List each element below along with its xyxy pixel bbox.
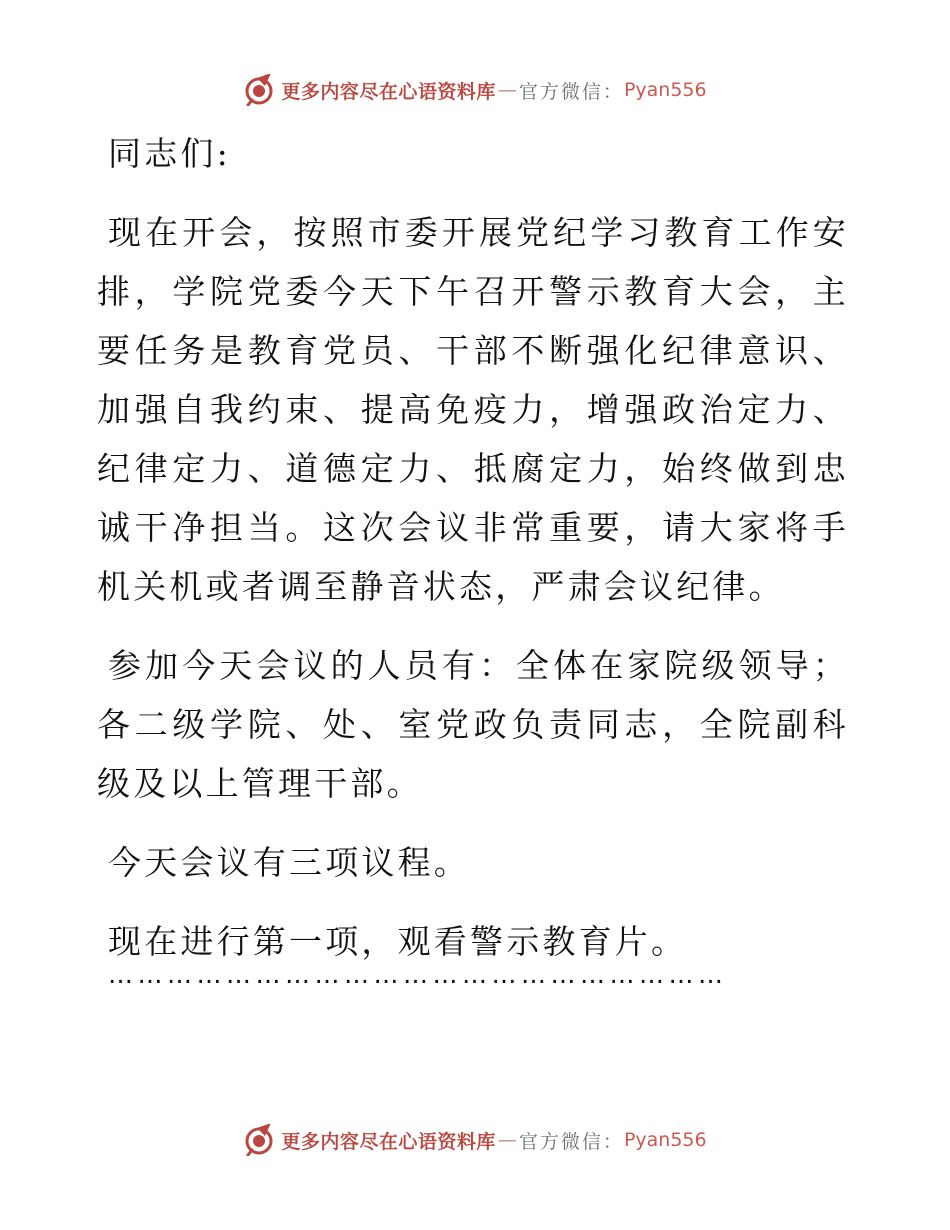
banner-wechat-id: Pyan556	[623, 1129, 707, 1151]
paragraph-agenda: 今天会议有三项议程。	[108, 843, 470, 882]
ellipsis-line: ………………………………………………………	[108, 960, 728, 989]
paragraph-opening: 现在开会，按照市委开展党纪学习教育工作安排，学院党委今天下午召开警示教育大会，主要任务是教育党员、干部不断强化纪律意识、加强自我约束、提高免疫力，增强政治定力、纪律定力、道德定力、抵腐定力，始终做到忠诚干净担当。这次会议非常重要，请大家将手机关机或者调至静音状态，严肃会议纪律。	[97, 213, 849, 606]
banner-site-name: 更多内容尽在心语资料库	[281, 1130, 496, 1153]
paragraph-attendees: 参加今天会议的人员有：全体在家院级领导；各二级学院、处、室党政负责同志，全院副科级及以上管理干部。	[97, 646, 849, 803]
footer-watermark-banner	[0, 1118, 950, 1162]
banner-text	[281, 77, 706, 104]
document-body	[97, 124, 849, 971]
banner-dash: —	[497, 79, 517, 101]
salutation: 同志们:	[108, 134, 231, 173]
header-watermark-banner	[0, 68, 950, 112]
pen-nib-logo-icon	[243, 74, 275, 106]
banner-site-name: 更多内容尽在心语资料库	[281, 80, 496, 103]
banner-wechat-label: 官方微信：	[518, 1130, 624, 1153]
banner-text	[281, 1127, 706, 1154]
pen-nib-logo-icon	[243, 1124, 275, 1156]
banner-dash: —	[497, 1129, 517, 1151]
paragraph-first-item: 现在进行第一项，观看警示教育片。	[108, 922, 688, 961]
banner-wechat-label: 官方微信：	[518, 80, 624, 103]
banner-wechat-id: Pyan556	[623, 79, 707, 101]
